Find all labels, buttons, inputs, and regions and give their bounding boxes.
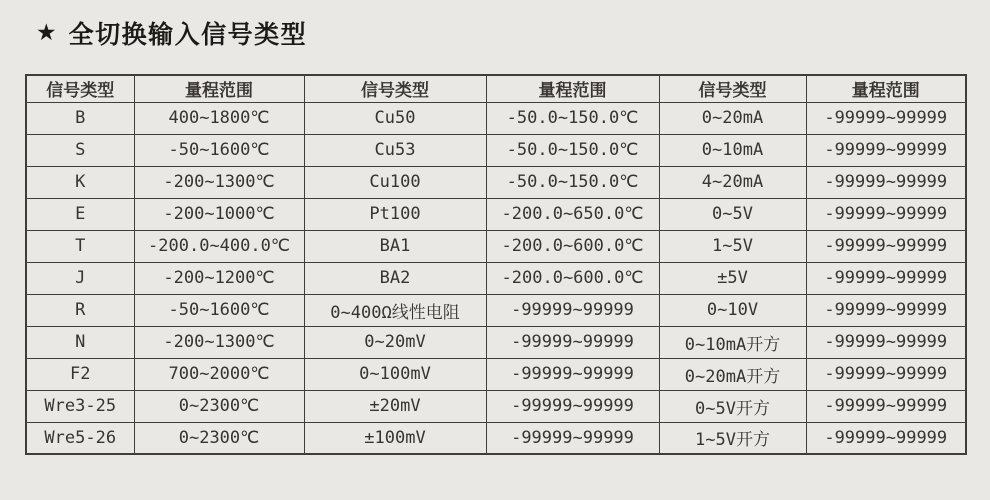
range-cell: 0~2300℃: [134, 390, 304, 422]
signal-type-cell: 0~5V开方: [659, 390, 806, 422]
signal-type-cell: B: [26, 102, 134, 134]
signal-type-cell: Cu50: [304, 102, 486, 134]
range-cell: -99999~99999: [806, 166, 966, 198]
signal-type-cell: 1~5V: [659, 230, 806, 262]
range-cell: -200.0~600.0℃: [486, 262, 659, 294]
range-cell: -200.0~650.0℃: [486, 198, 659, 230]
table-row: [26, 102, 966, 134]
table-row: [26, 166, 966, 198]
range-cell: -50.0~150.0℃: [486, 134, 659, 166]
range-cell: 0~2300℃: [134, 422, 304, 454]
signal-type-cell: 0~10mA: [659, 134, 806, 166]
signal-type-cell: 0~5V: [659, 198, 806, 230]
star-icon: ★: [36, 20, 57, 46]
signal-type-cell: Cu53: [304, 134, 486, 166]
signal-type-cell: K: [26, 166, 134, 198]
range-cell: -99999~99999: [806, 134, 966, 166]
column-header-range: 量程范围: [806, 75, 966, 102]
range-cell: 700~2000℃: [134, 358, 304, 390]
range-cell: -99999~99999: [486, 294, 659, 326]
signal-type-table: [25, 74, 967, 455]
signal-type-cell: 0~10mA开方: [659, 326, 806, 358]
signal-type-cell: E: [26, 198, 134, 230]
range-cell: -99999~99999: [806, 326, 966, 358]
table-row: [26, 134, 966, 166]
range-cell: -99999~99999: [486, 390, 659, 422]
table-row: [26, 262, 966, 294]
page-title: [36, 15, 307, 51]
signal-type-cell: Wre5-26: [26, 422, 134, 454]
range-cell: -200~1300℃: [134, 326, 304, 358]
range-cell: -50~1600℃: [134, 134, 304, 166]
signal-type-cell: N: [26, 326, 134, 358]
signal-type-cell: 0~20mV: [304, 326, 486, 358]
signal-type-cell: J: [26, 262, 134, 294]
signal-type-cell: 0~20mA: [659, 102, 806, 134]
signal-type-cell: R: [26, 294, 134, 326]
range-cell: -50.0~150.0℃: [486, 166, 659, 198]
signal-type-cell: BA2: [304, 262, 486, 294]
range-cell: -99999~99999: [806, 358, 966, 390]
table-row: [26, 294, 966, 326]
range-cell: -200.0~400.0℃: [134, 230, 304, 262]
range-cell: -99999~99999: [486, 422, 659, 454]
signal-type-cell: 4~20mA: [659, 166, 806, 198]
signal-type-cell: ±100mV: [304, 422, 486, 454]
range-cell: -99999~99999: [486, 326, 659, 358]
range-cell: -200~1000℃: [134, 198, 304, 230]
range-cell: -200~1300℃: [134, 166, 304, 198]
signal-type-cell: 1~5V开方: [659, 422, 806, 454]
signal-type-cell: Pt100: [304, 198, 486, 230]
range-cell: -200.0~600.0℃: [486, 230, 659, 262]
table-row: [26, 326, 966, 358]
column-header-signal-type: 信号类型: [304, 75, 486, 102]
column-header-signal-type: 信号类型: [26, 75, 134, 102]
range-cell: -99999~99999: [806, 198, 966, 230]
signal-type-cell: 0~20mA开方: [659, 358, 806, 390]
signal-type-cell: ±5V: [659, 262, 806, 294]
signal-type-cell: S: [26, 134, 134, 166]
signal-type-cell: Wre3-25: [26, 390, 134, 422]
table-row: [26, 198, 966, 230]
range-cell: -99999~99999: [806, 262, 966, 294]
page-title-text: 全切换输入信号类型: [68, 20, 308, 49]
column-header-range: 量程范围: [486, 75, 659, 102]
table-row: [26, 390, 966, 422]
table-row: [26, 358, 966, 390]
range-cell: -99999~99999: [806, 390, 966, 422]
signal-type-cell: BA1: [304, 230, 486, 262]
signal-type-cell: Cu100: [304, 166, 486, 198]
range-cell: -50.0~150.0℃: [486, 102, 659, 134]
range-cell: -200~1200℃: [134, 262, 304, 294]
range-cell: -99999~99999: [806, 102, 966, 134]
signal-type-cell: T: [26, 230, 134, 262]
signal-type-cell: ±20mV: [304, 390, 486, 422]
range-cell: -99999~99999: [806, 230, 966, 262]
range-cell: -99999~99999: [486, 358, 659, 390]
column-header-range: 量程范围: [134, 75, 304, 102]
range-cell: -99999~99999: [806, 294, 966, 326]
signal-type-cell: 0~100mV: [304, 358, 486, 390]
table-body: [26, 102, 966, 454]
column-header-signal-type: 信号类型: [659, 75, 806, 102]
table-header-row: [26, 75, 966, 102]
signal-type-cell: F2: [26, 358, 134, 390]
range-cell: -99999~99999: [806, 422, 966, 454]
signal-type-cell: 0~10V: [659, 294, 806, 326]
range-cell: -50~1600℃: [134, 294, 304, 326]
table-row: [26, 230, 966, 262]
table-row: [26, 422, 966, 454]
signal-type-cell: 0~400Ω线性电阻: [304, 294, 486, 326]
range-cell: 400~1800℃: [134, 102, 304, 134]
